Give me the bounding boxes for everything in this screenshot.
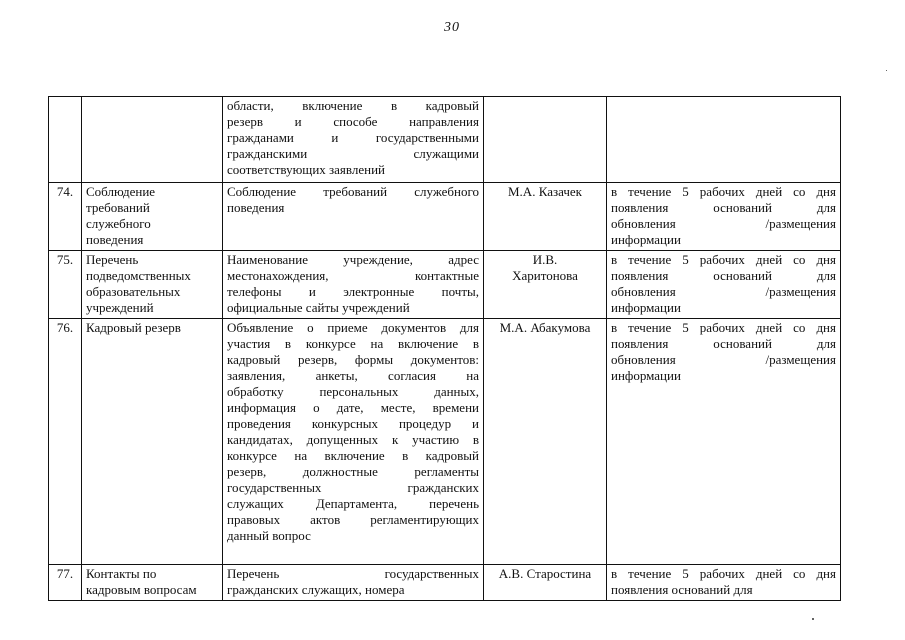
content-line: Наименование учреждение, адрес bbox=[227, 252, 479, 267]
table-row bbox=[49, 319, 841, 565]
content-line: правовых актов регламентирующих bbox=[227, 512, 479, 527]
document-table bbox=[48, 96, 841, 601]
title-cell bbox=[82, 319, 223, 565]
title-line: Перечень bbox=[86, 252, 139, 267]
scan-speck bbox=[812, 618, 814, 620]
responsible-cell bbox=[484, 319, 607, 565]
deadline-line: информации bbox=[611, 368, 681, 383]
content-line: гражданских служащих, номера bbox=[227, 582, 405, 597]
deadline-line: появления оснований для bbox=[611, 268, 836, 283]
content-line: телефоны и электронные почты, bbox=[227, 284, 479, 299]
content-line: кадровый резерв, формы документов: bbox=[227, 352, 479, 367]
title-line: подведомственных bbox=[86, 268, 191, 283]
content-line: проведения конкурсных процедур и bbox=[227, 416, 479, 431]
content-cell bbox=[223, 319, 484, 565]
row-number-cell: 77. bbox=[49, 565, 82, 601]
deadline-line: в течение 5 рабочих дней со дня bbox=[611, 184, 836, 199]
title-cell bbox=[82, 565, 223, 601]
deadline-cell bbox=[607, 319, 841, 565]
deadline-line: в течение 5 рабочих дней со дня bbox=[611, 320, 836, 335]
responsible-line: А.В. Старостина bbox=[498, 566, 592, 581]
deadline-line: в течение 5 рабочих дней со дня bbox=[611, 566, 836, 581]
content-line: обработку персональных данных, bbox=[227, 384, 479, 399]
deadline-line: в течение 5 рабочих дней со дня bbox=[611, 252, 836, 267]
content-line: области, включение в кадровый bbox=[227, 98, 479, 113]
content-line: данный вопрос bbox=[227, 528, 311, 543]
deadline-cell bbox=[607, 97, 841, 183]
responsible-cell bbox=[484, 251, 607, 319]
responsible-cell bbox=[484, 183, 607, 251]
row-number-cell bbox=[49, 97, 82, 183]
deadline-cell bbox=[607, 251, 841, 319]
table-row bbox=[49, 97, 841, 183]
content-line: соответствующих заявлений bbox=[227, 162, 386, 177]
content-cell bbox=[223, 565, 484, 601]
responsible-line: М.А. Абакумова bbox=[499, 320, 591, 335]
content-line: официальные сайты учреждений bbox=[227, 300, 410, 315]
content-line: гражданами и государственными bbox=[227, 130, 479, 145]
scan-speck bbox=[886, 70, 887, 71]
content-cell bbox=[223, 183, 484, 251]
deadline-line: обновления /размещения bbox=[611, 216, 836, 231]
deadline-line: обновления /размещения bbox=[611, 352, 836, 367]
content-line: резерв, должностные регламенты bbox=[227, 464, 479, 479]
content-line: резерв и способе направления bbox=[227, 114, 479, 129]
title-line: Соблюдение bbox=[86, 184, 156, 199]
content-line: заявления, анкеты, согласия на bbox=[227, 368, 479, 383]
title-line: служебного bbox=[86, 216, 151, 231]
deadline-cell bbox=[607, 183, 841, 251]
table-row bbox=[49, 183, 841, 251]
content-line: Перечень государственных bbox=[227, 566, 479, 581]
content-cell bbox=[223, 251, 484, 319]
title-cell bbox=[82, 97, 223, 183]
table-row bbox=[49, 565, 841, 601]
table-row bbox=[49, 251, 841, 319]
title-line: поведения bbox=[86, 232, 144, 247]
content-line: кандидатах, допущенных к участию в bbox=[227, 432, 479, 447]
responsible-line: М.А. Казачек bbox=[508, 184, 582, 199]
title-cell bbox=[82, 251, 223, 319]
title-cell bbox=[82, 183, 223, 251]
content-line: Объявление о приеме документов для bbox=[227, 320, 479, 335]
deadline-line: появления оснований для bbox=[611, 200, 836, 215]
responsible-line: Харитонова bbox=[512, 268, 578, 283]
row-number-cell: 74. bbox=[49, 183, 82, 251]
deadline-line: обновления /размещения bbox=[611, 284, 836, 299]
responsible-cell bbox=[484, 565, 607, 601]
content-line: местонахождения, контактные bbox=[227, 268, 479, 283]
title-line: учреждений bbox=[86, 300, 154, 315]
content-line: гражданскими служащими bbox=[227, 146, 479, 161]
content-line: поведения bbox=[227, 200, 285, 215]
deadline-cell bbox=[607, 565, 841, 601]
content-line: служащих Департамента, перечень bbox=[227, 496, 479, 511]
content-line: информация о дате, месте, времени bbox=[227, 400, 479, 415]
deadline-line: появления оснований для bbox=[611, 336, 836, 351]
title-line: Кадровый резерв bbox=[86, 320, 181, 335]
deadline-line: появления оснований для bbox=[611, 582, 753, 597]
responsible-line: И.В. bbox=[532, 252, 558, 267]
content-line: участия в конкурсе на включение в bbox=[227, 336, 479, 351]
title-line: кадровым вопросам bbox=[86, 582, 197, 597]
responsible-cell bbox=[484, 97, 607, 183]
title-line: образовательных bbox=[86, 284, 181, 299]
deadline-line: информации bbox=[611, 300, 681, 315]
content-line: государственных гражданских bbox=[227, 480, 479, 495]
row-number-cell: 75. bbox=[49, 251, 82, 319]
content-line: конкурсе на включение в кадровый bbox=[227, 448, 479, 463]
content-line: Соблюдение требований служебного bbox=[227, 184, 479, 199]
row-number-cell: 76. bbox=[49, 319, 82, 565]
page-number: 30 bbox=[444, 20, 460, 35]
deadline-line: информации bbox=[611, 232, 681, 247]
title-line: Контакты по bbox=[86, 566, 157, 581]
content-cell bbox=[223, 97, 484, 183]
title-line: требований bbox=[86, 200, 150, 215]
